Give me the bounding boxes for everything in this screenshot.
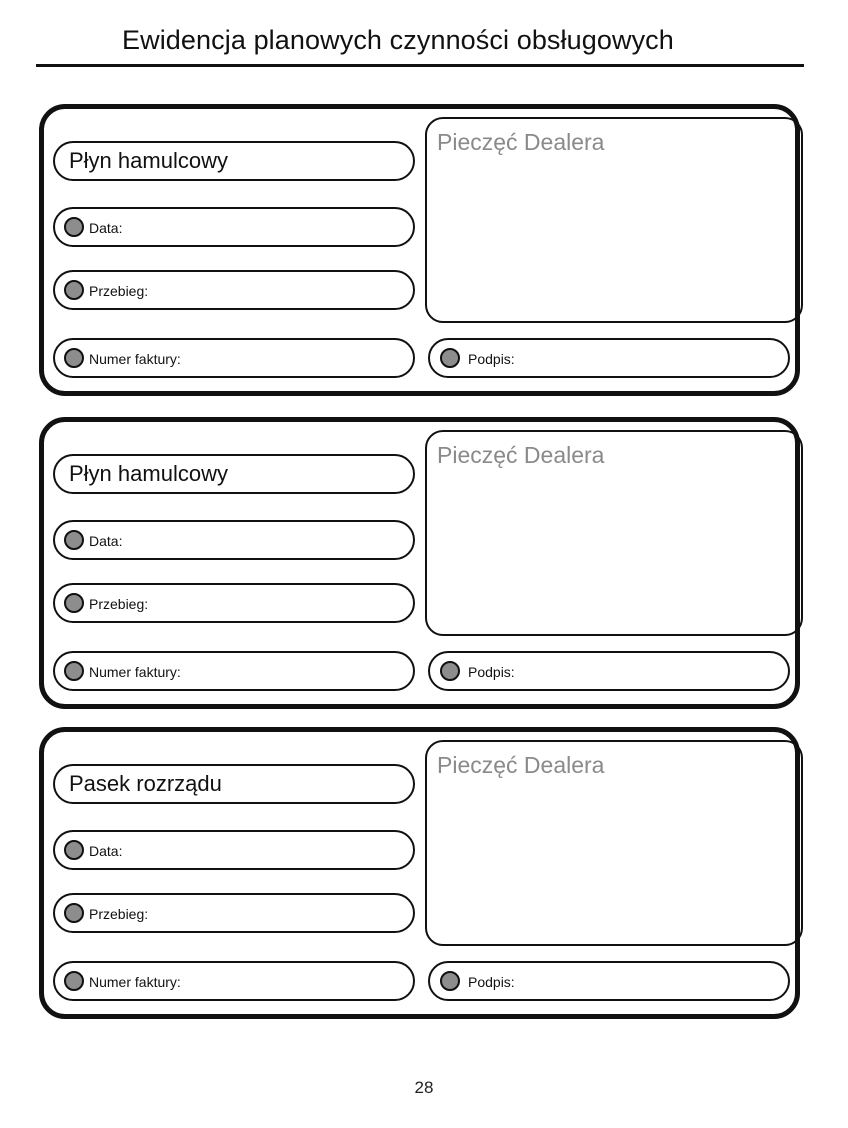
invoice-number-field[interactable] [53,651,415,691]
bullet-dot-icon [64,971,84,991]
mileage-field[interactable] [53,270,415,310]
service-name: Płyn hamulcowy [69,148,228,173]
bullet-dot-icon [64,903,84,923]
service-name-field [53,454,415,494]
date-field[interactable] [53,830,415,870]
bullet-dot-icon [64,280,84,300]
service-record-card [39,417,800,709]
signature-field[interactable] [428,651,790,691]
mileage-label: Przebieg: [89,906,149,922]
dealer-stamp-label: Pieczęć Dealera [437,752,605,778]
invoice-number-field[interactable] [53,961,415,1001]
bullet-dot-icon [64,661,84,681]
page-number: 28 [414,1078,434,1097]
dealer-stamp-area[interactable] [425,740,803,946]
bullet-dot-icon [64,593,84,613]
signature-field[interactable] [428,961,790,1001]
signature-label: Podpis: [468,974,515,990]
signature-label: Podpis: [468,351,515,367]
service-name-field [53,764,415,804]
dealer-stamp-label: Pieczęć Dealera [437,129,605,155]
bullet-dot-icon [64,530,84,550]
date-label: Data: [89,533,123,549]
dealer-stamp-area[interactable] [425,430,803,636]
mileage-label: Przebieg: [89,283,149,299]
mileage-field[interactable] [53,583,415,623]
service-name: Płyn hamulcowy [69,461,228,486]
title-divider [36,64,804,67]
date-field[interactable] [53,207,415,247]
mileage-field[interactable] [53,893,415,933]
bullet-dot-icon [64,840,84,860]
service-name: Pasek rozrządu [69,771,222,796]
date-label: Data: [89,220,123,236]
signature-field[interactable] [428,338,790,378]
dealer-stamp-label: Pieczęć Dealera [437,442,605,468]
invoice-number-label: Numer faktury: [89,974,181,990]
service-name-field [53,141,415,181]
bullet-dot-icon [440,971,460,991]
page-title: Ewidencja planowych czynności obsługowych [122,25,674,55]
invoice-number-field[interactable] [53,338,415,378]
invoice-number-label: Numer faktury: [89,664,181,680]
dealer-stamp-area[interactable] [425,117,803,323]
bullet-dot-icon [440,348,460,368]
signature-label: Podpis: [468,664,515,680]
bullet-dot-icon [64,217,84,237]
service-record-card [39,727,800,1019]
date-label: Data: [89,843,123,859]
invoice-number-label: Numer faktury: [89,351,181,367]
bullet-dot-icon [64,348,84,368]
service-record-card [39,104,800,396]
mileage-label: Przebieg: [89,596,149,612]
date-field[interactable] [53,520,415,560]
bullet-dot-icon [440,661,460,681]
